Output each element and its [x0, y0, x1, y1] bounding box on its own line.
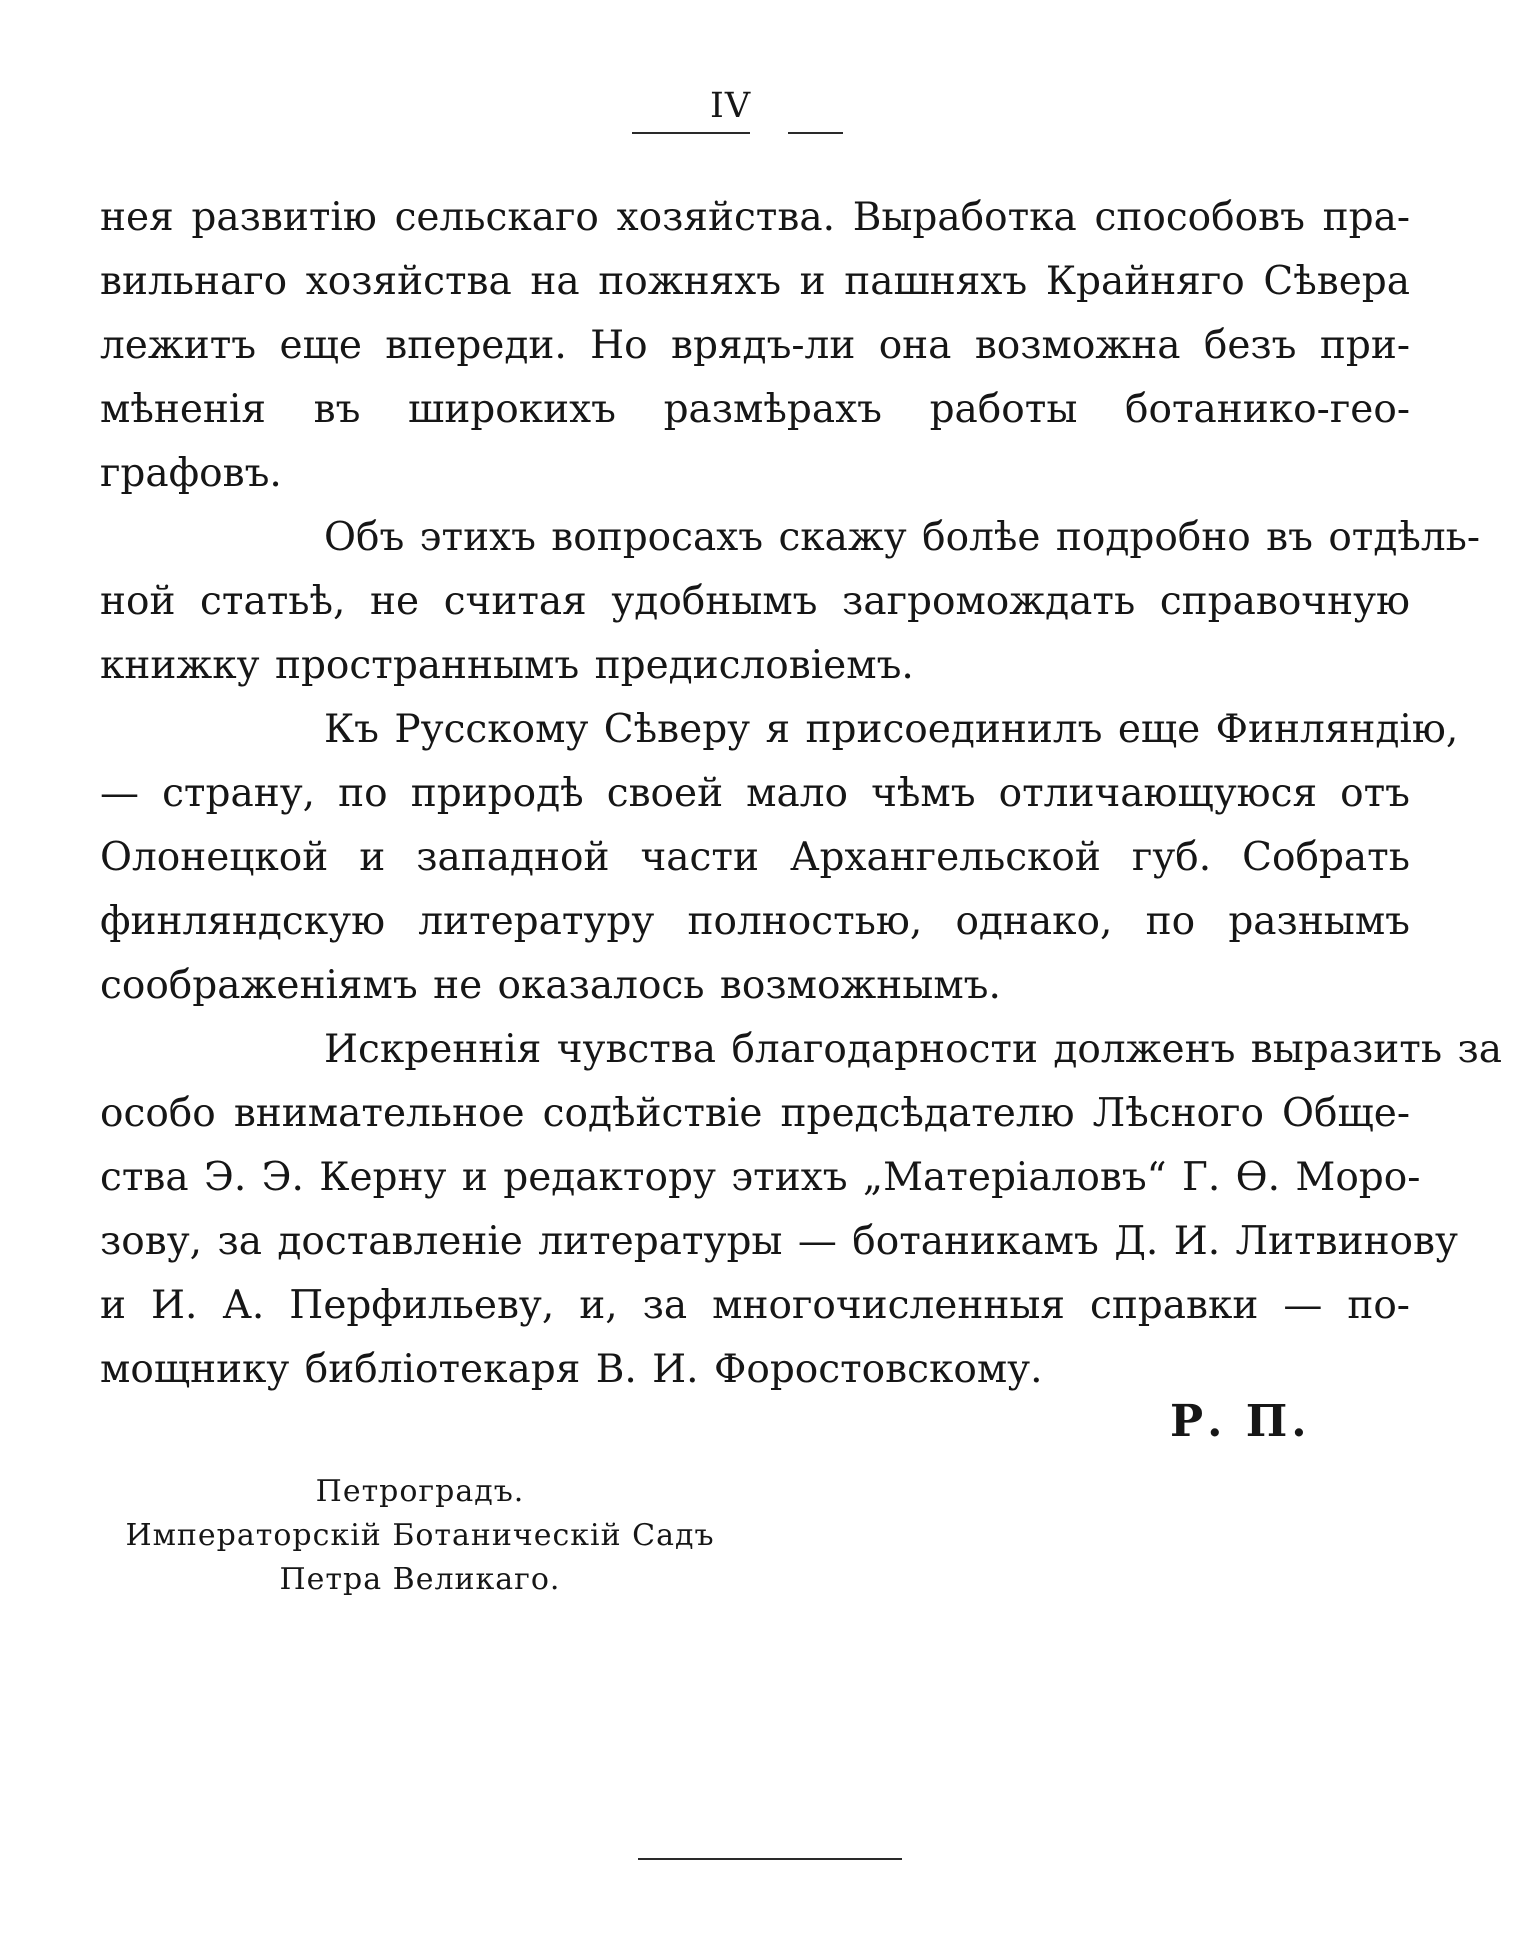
text-line: вильнаго хозяйства на пожняхъ и пашняхъ Крайняго Сѣвера	[100, 259, 1410, 304]
place-line: Императорскій Ботаническій Садъ	[125, 1518, 715, 1553]
text-line: нея развитію сельскаго хозяйства. Выработка способовъ пра-	[100, 195, 1410, 240]
signature: Р. П.	[1170, 1396, 1311, 1447]
place-block	[110, 1470, 730, 1602]
place-line: Петроградъ.	[315, 1474, 525, 1509]
text-line: зову, за доставленіе литературы — ботаникамъ Д. И. Литвинову	[100, 1219, 1458, 1264]
text-line: мѣненія въ широкихъ размѣрахъ работы ботанико-гео-	[100, 387, 1410, 432]
paragraph	[100, 698, 1459, 1018]
text-line: и И. А. Перфильеву, и, за многочисленныя справки — по-	[100, 1283, 1410, 1328]
footer-rule	[638, 1858, 902, 1860]
text-line: ства Э. Э. Керну и редактору этихъ „Матеріаловъ“ Г. Ѳ. Моро-	[100, 1155, 1421, 1200]
text-line: мощнику библіотекаря В. И. Форостовскому.	[100, 1347, 1043, 1392]
text-line: книжку пространнымъ предисловіемъ.	[100, 643, 914, 688]
text-line: соображеніямъ не оказалось возможнымъ.	[100, 963, 1001, 1008]
text-line: Олонецкой и западной части Архангельской губ. Собрать	[100, 835, 1410, 880]
page-number: IV	[710, 86, 752, 126]
paragraph	[100, 186, 1410, 506]
text-line: Искреннія чувства благодарности долженъ выразить за	[324, 1027, 1503, 1072]
text-line: — страну, по природѣ своей мало чѣмъ отличающуюся отъ	[100, 771, 1410, 816]
text-line: лежитъ еще впереди. Но врядъ-ли она возможна безъ при-	[100, 323, 1410, 368]
place-line: Петра Великаго.	[279, 1562, 561, 1597]
text-line: графовъ.	[100, 451, 282, 496]
text-line: Объ этихъ вопросахъ скажу болѣе подробно въ отдѣль-	[324, 515, 1481, 560]
text-line: ной статьѣ, не считая удобнымъ загромождать справочную	[100, 579, 1410, 624]
header-rule-right	[788, 132, 843, 134]
paragraph	[100, 1018, 1503, 1402]
text-line: финляндскую литературу полностью, однако, по разнымъ	[100, 899, 1410, 944]
body-text	[100, 186, 1503, 1402]
header-rule-left	[632, 132, 750, 134]
paragraph	[100, 506, 1481, 698]
text-line: особо внимательное содѣйствіе предсѣдателю Лѣсного Обще-	[100, 1091, 1410, 1136]
text-line: Къ Русскому Сѣверу я присоединилъ еще Финляндію,	[324, 707, 1459, 752]
